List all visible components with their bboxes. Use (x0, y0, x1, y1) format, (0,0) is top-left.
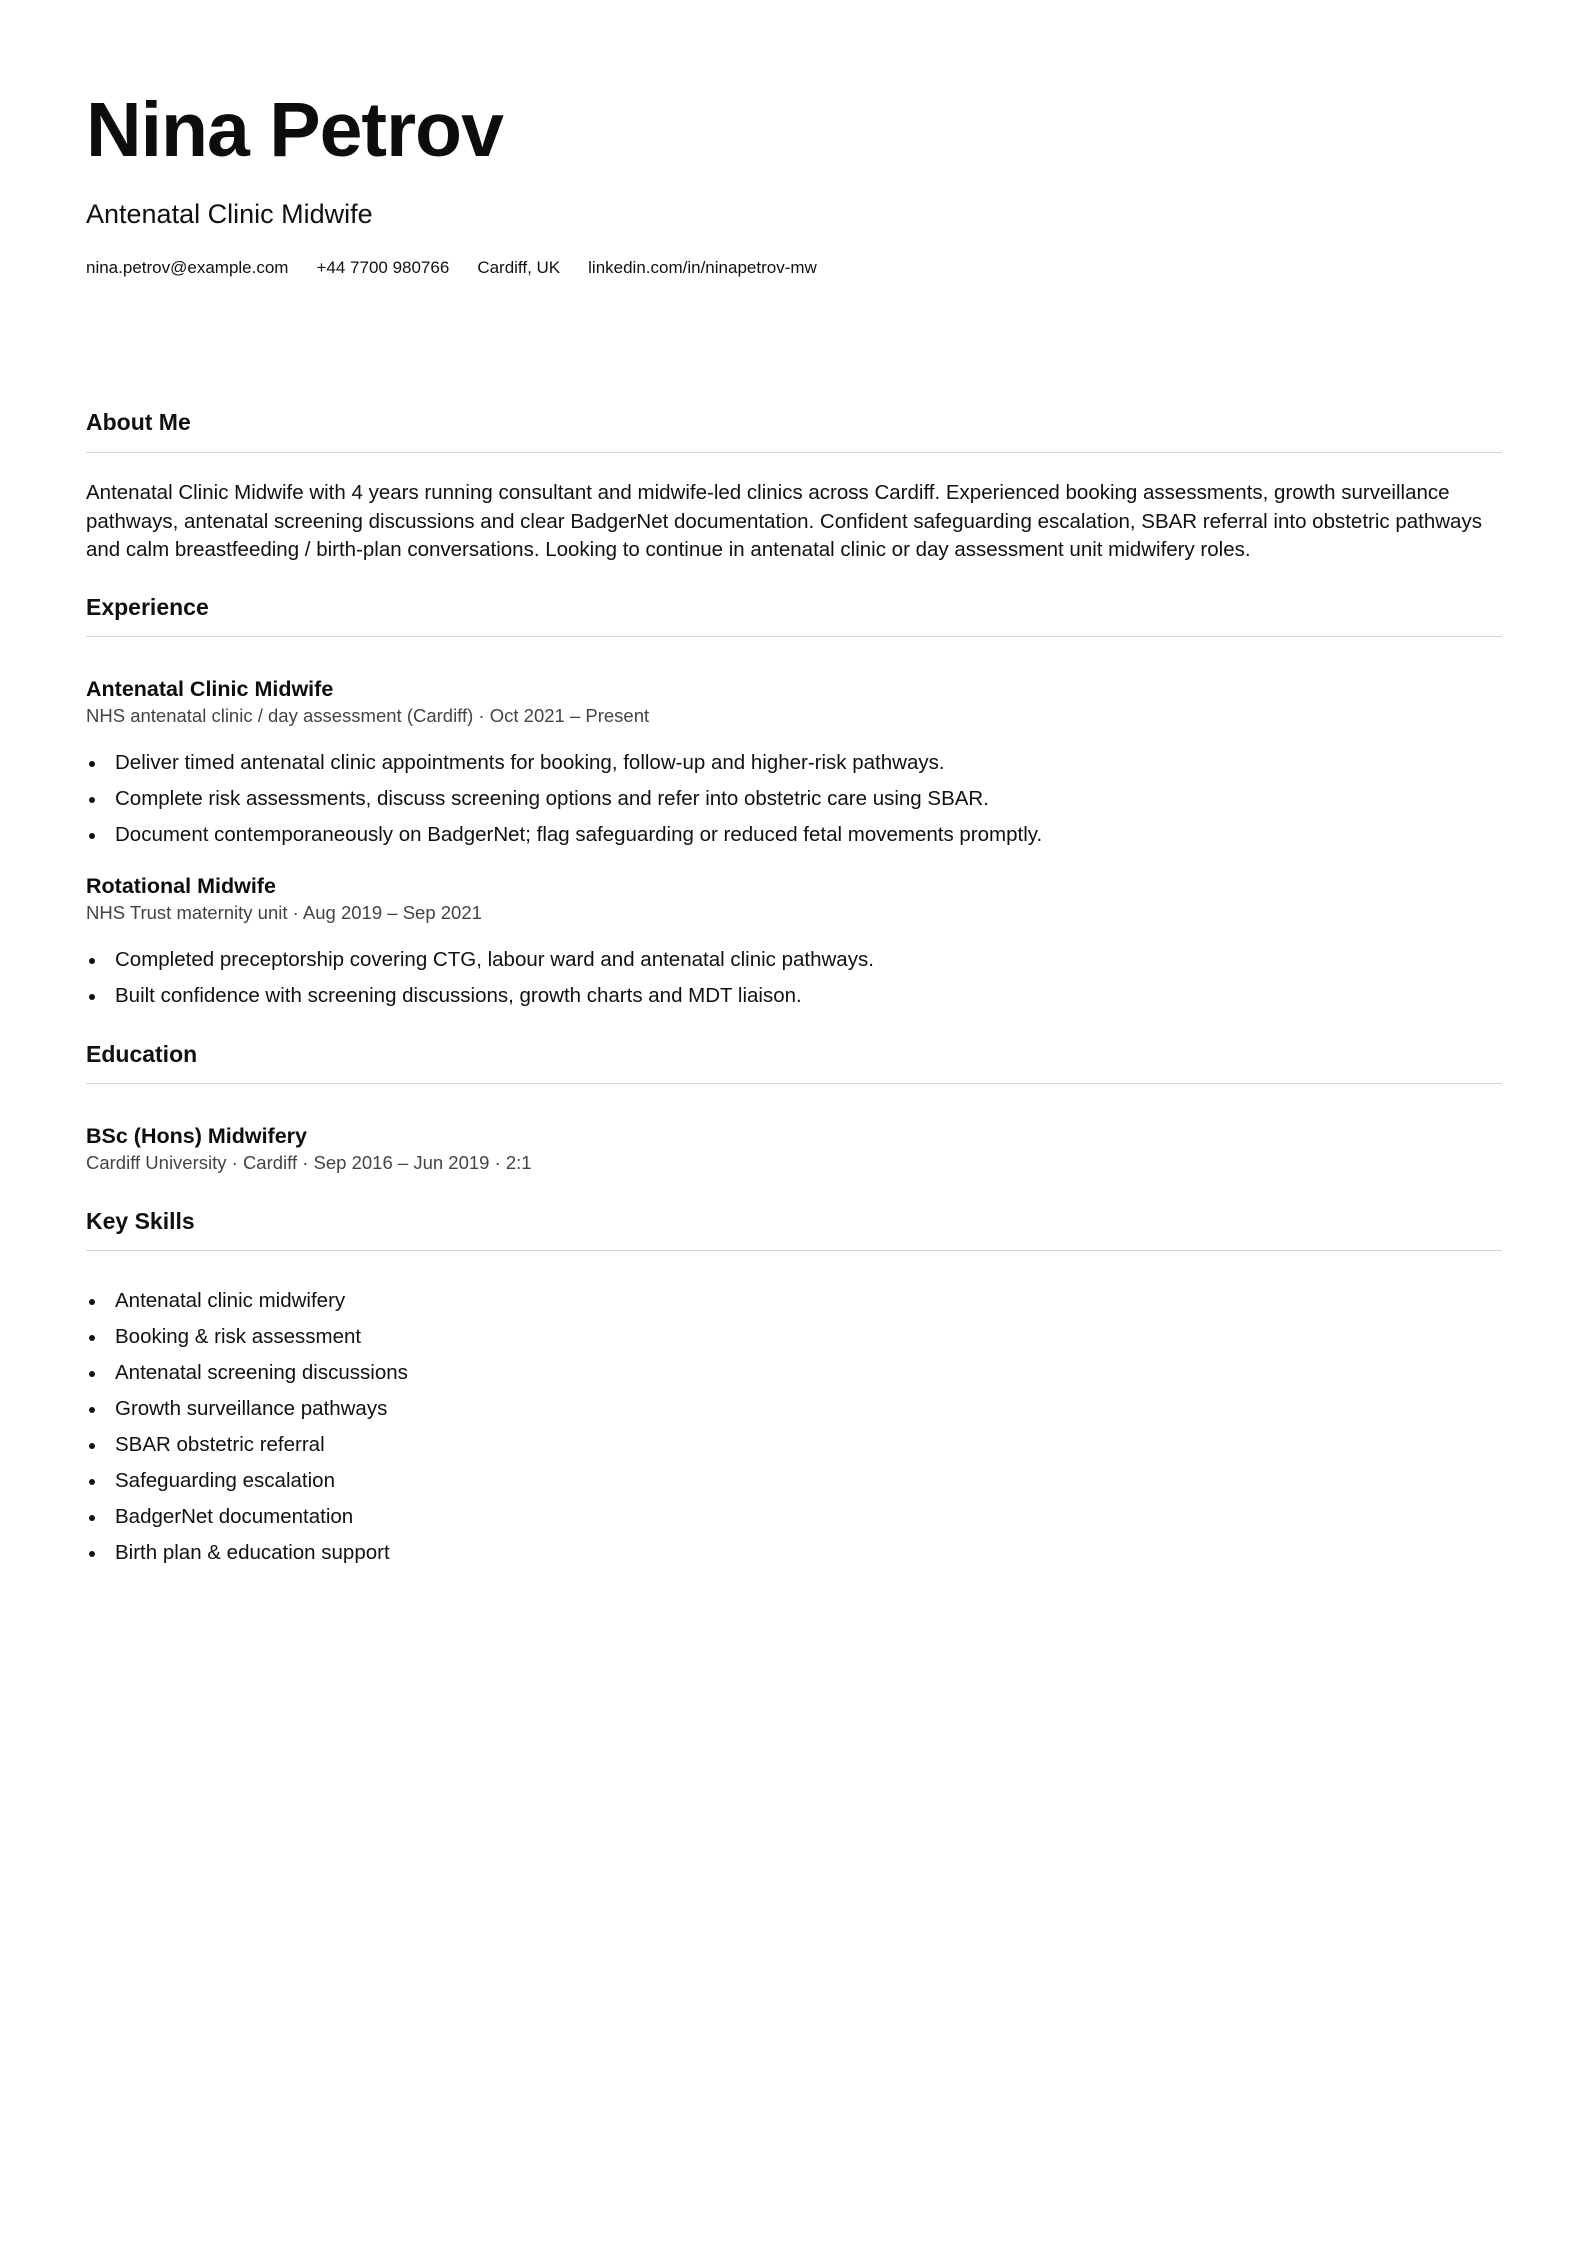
list-item: Safeguarding escalation (86, 1467, 408, 1503)
education-meta: Cardiff University · Cardiff · Sep 2016 – Jun 2019 · 2:1 (86, 1152, 532, 1173)
list-item: Growth surveillance pathways (86, 1395, 408, 1431)
list-item: SBAR obstetric referral (86, 1431, 408, 1467)
section-divider (86, 1250, 1502, 1251)
contact-email[interactable]: nina.petrov@example.com (86, 258, 289, 277)
job-meta: NHS Trust maternity unit · Aug 2019 – Sep 2021 (86, 902, 482, 923)
list-item: Built confidence with screening discussions, growth charts and MDT liaison. (86, 982, 874, 1018)
education-degree: BSc (Hons) Midwifery (86, 1124, 307, 1148)
list-item: Document contemporaneously on BadgerNet; flag safeguarding or reduced fetal movements promptly. (86, 821, 1042, 857)
section-divider (86, 452, 1502, 453)
list-item: Antenatal screening discussions (86, 1359, 408, 1395)
job-bullets (86, 749, 1042, 857)
section-divider (86, 636, 1502, 637)
contact-linkedin[interactable]: linkedin.com/in/ninapetrov-mw (588, 258, 817, 277)
section-title-about: About Me (86, 409, 191, 435)
section-divider (86, 1083, 1502, 1084)
section-title-skills: Key Skills (86, 1208, 195, 1234)
contact-location: Cardiff, UK (477, 258, 561, 277)
list-item: Complete risk assessments, discuss screening options and refer into obstetric care using SBAR. (86, 785, 1042, 821)
skills-list (86, 1287, 408, 1575)
contact-row (86, 258, 817, 278)
list-item: Deliver timed antenatal clinic appointments for booking, follow-up and higher-risk pathways. (86, 749, 1042, 785)
job-bullets (86, 946, 874, 1018)
list-item: Booking & risk assessment (86, 1323, 408, 1359)
section-title-experience: Experience (86, 594, 209, 620)
list-item: Completed preceptorship covering CTG, labour ward and antenatal clinic pathways. (86, 946, 874, 982)
job-title: Antenatal Clinic Midwife (86, 677, 334, 701)
candidate-name: Nina Petrov (86, 87, 503, 173)
job-title: Rotational Midwife (86, 874, 276, 898)
candidate-headline: Antenatal Clinic Midwife (86, 199, 373, 229)
list-item: Antenatal clinic midwifery (86, 1287, 408, 1323)
section-title-education: Education (86, 1041, 198, 1067)
contact-phone[interactable]: +44 7700 980766 (316, 258, 450, 277)
job-meta: NHS antenatal clinic / day assessment (Cardiff) · Oct 2021 – Present (86, 705, 650, 726)
about-text: Antenatal Clinic Midwife with 4 years running consultant and midwife-led clinics across Cardiff. Experienced booking assessments, growth surveillance pathways, antenatal screening discussions and clear BadgerNet documentation. Confident safeguarding escalation, SBAR referral into obstetric pathways and calm breastfeeding / birth-plan conversations. Looking to continue in antenatal clinic or day assessment unit midwifery roles. (86, 481, 1482, 561)
list-item: BadgerNet documentation (86, 1503, 408, 1539)
list-item: Birth plan & education support (86, 1539, 408, 1575)
